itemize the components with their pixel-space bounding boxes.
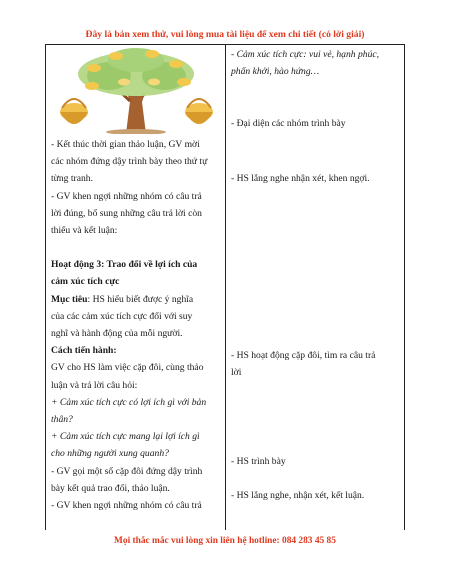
activity-title: cảm xúc tích cực: [51, 276, 120, 288]
text-line: - Đại diện các nhóm trình bày: [231, 118, 346, 129]
right-hs-present: [231, 453, 401, 470]
text-line: lời đúng, bổ sung những câu trả lời còn: [51, 207, 202, 219]
right-pair: [231, 347, 401, 381]
goal-text: : HS hiểu biết được ý nghĩa: [87, 293, 194, 305]
column-divider: [225, 44, 226, 530]
text-line: - HS lắng nghe, nhận xét, kết luận.: [231, 490, 365, 501]
method-label: Cách tiến hành:: [51, 345, 117, 357]
left-column: [51, 136, 221, 514]
text-line: - GV khen ngợi những nhóm có câu trả: [51, 190, 202, 202]
question-line: cho những người xung quanh?: [51, 448, 169, 460]
text-line: - HS hoạt động cặp đôi, tìm ra câu trả: [231, 350, 376, 361]
text-line: từng tranh.: [51, 173, 93, 185]
right-emotions: [231, 46, 401, 80]
text-line: luận và trả lời câu hỏi:: [51, 379, 138, 391]
text-line: bày kết quả trao đổi, thảo luận.: [51, 482, 170, 494]
right-listen: [231, 170, 401, 187]
question-line: thân?: [51, 414, 73, 426]
right-conclude: [231, 487, 401, 504]
text-line: nghĩ và hành động của mỗi người.: [51, 328, 183, 340]
text-line: - GV khen ngợi những nhóm có câu trả: [51, 500, 202, 512]
goal-line: [51, 291, 221, 308]
emotion-tree-illustration-icon: [54, 46, 219, 134]
text-line: thiếu và kết luận:: [51, 225, 118, 237]
right-present: [231, 115, 401, 132]
preview-notice: Đây là bản xem thử, vui lòng mua tài liệu để xem chi tiết (có lời giải): [85, 29, 365, 40]
text-line: của các cảm xúc tích cực đối với suy: [51, 310, 193, 322]
text-line: lời: [231, 367, 242, 379]
text-line: - HS trình bày: [231, 456, 286, 467]
text-line: - Kết thúc thời gian thảo luận, GV mời: [51, 139, 200, 150]
question-line: + Cảm xúc tích cực có lợi ích gì với bản: [51, 396, 207, 408]
question-line: + Cảm xúc tích cực mang lại lợi ích gì: [51, 431, 200, 443]
text-line: - HS lắng nghe nhận xét, khen ngợi.: [231, 173, 370, 184]
goal-label: Mục tiêu: [51, 293, 88, 305]
activity-title: Hoạt động 3: Trao đổi về lợi ích của: [51, 259, 198, 271]
text-line: GV cho HS làm việc cặp đôi, cùng thảo: [51, 362, 204, 374]
hotline-notice: Mọi thắc mắc vui lòng xin liên hệ hotline: 084 283 45 85: [114, 536, 336, 546]
text-line: phấn khởi, hào hứng…: [231, 66, 320, 78]
text-line: - GV gọi một số cặp đôi đứng dậy trình: [51, 465, 203, 477]
text-line: - Cảm xúc tích cực: vui vẻ, hạnh phúc,: [231, 49, 380, 60]
text-line: các nhóm đứng dậy trình bày theo thứ tự: [51, 156, 208, 168]
